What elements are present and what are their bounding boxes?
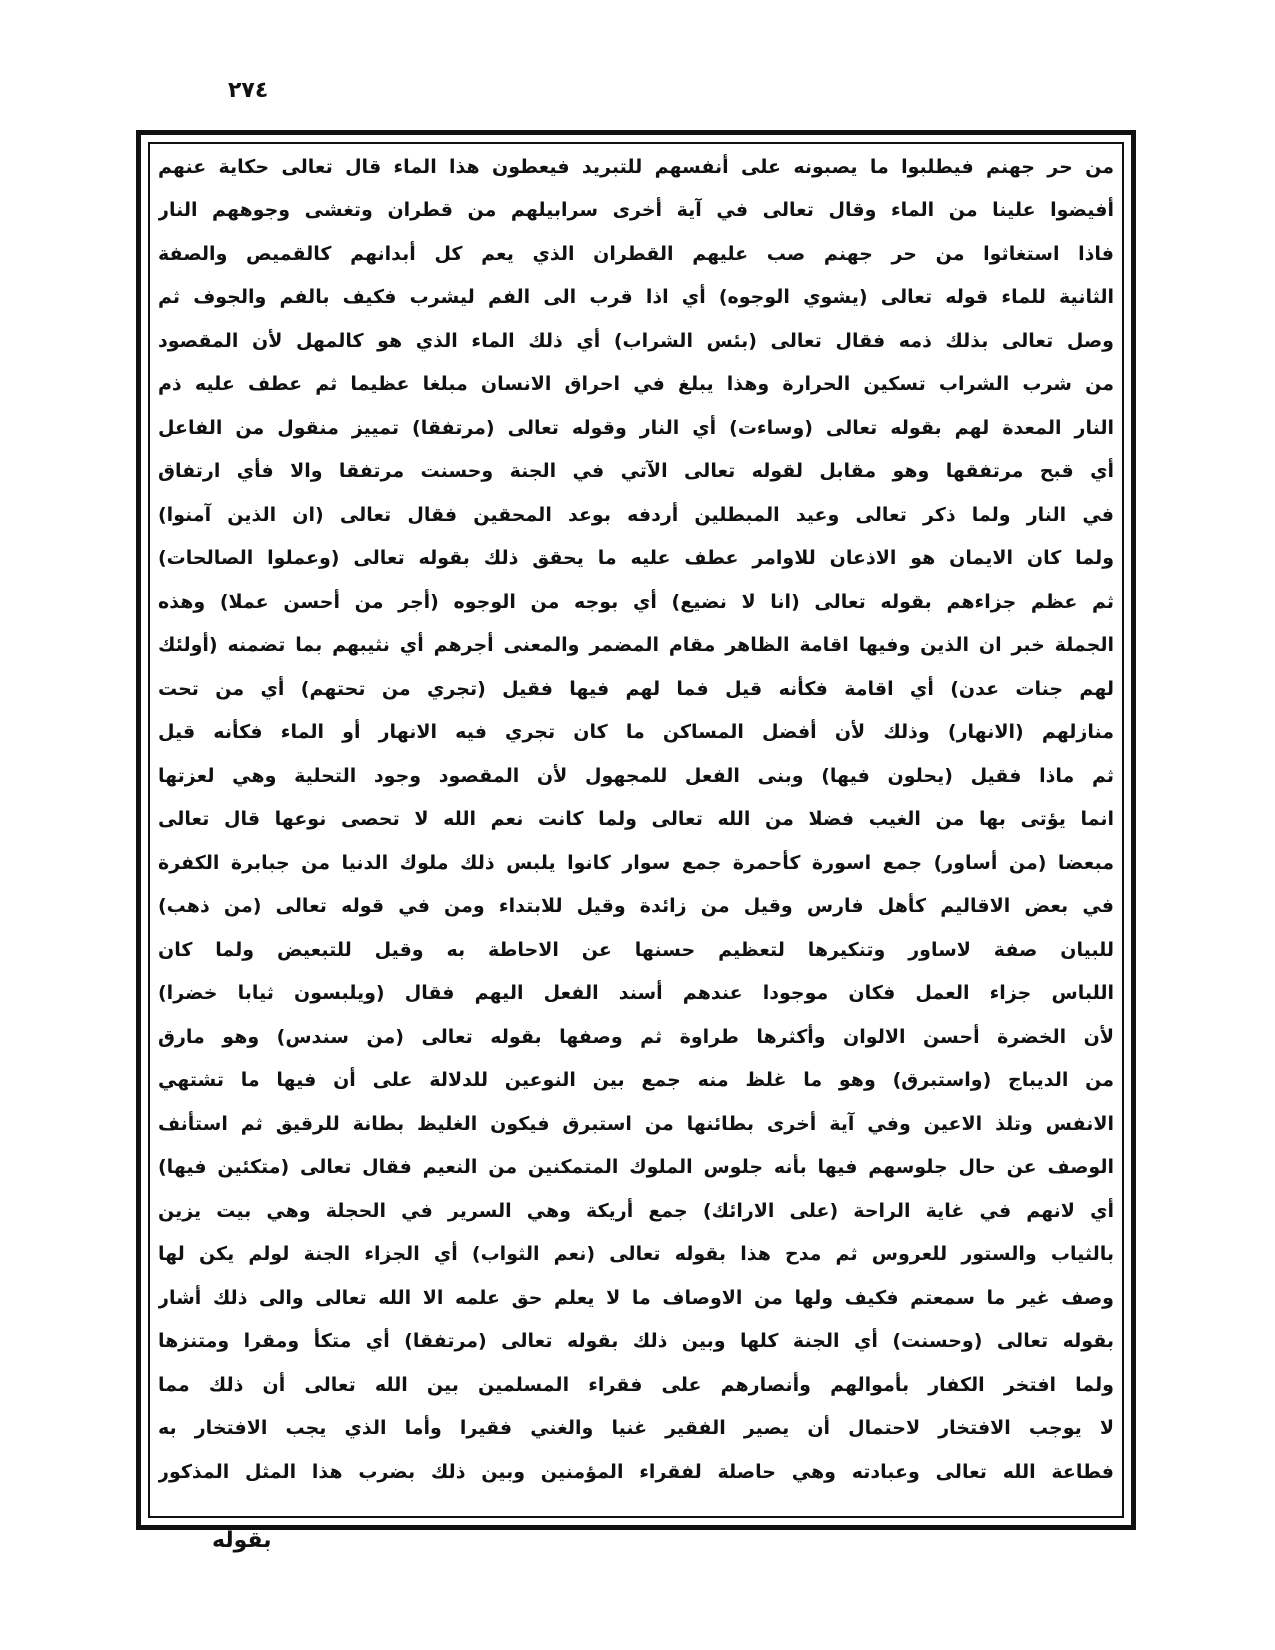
text-line: مبعضا (من أساور) جمع اسورة كأحمرة جمع سوار كانوا يلبس ذلك ملوك الدنيا من جبابرة الكفرة xyxy=(158,852,1114,874)
text-body xyxy=(158,150,1114,1512)
text-line: في بعض الاقاليم كأهل فارس وقيل من زائدة وقيل للابتداء ومن في قوله تعالى (من ذهب) xyxy=(158,895,1114,917)
text-line: من حر جهنم فيطلبوا ما يصبونه على أنفسهم للتبريد فيعطون هذا الماء قال تعالى حكاية عنهم xyxy=(158,156,1114,178)
text-line: للبيان صفة لاساور وتنكيرها لتعظيم حسنها عن الاحاطة به وقيل للتبعيض ولما كان xyxy=(158,939,1114,961)
text-line: أي لانهم في غاية الراحة (على الارائك) جمع أريكة وهي السرير في الحجلة وهي بيت يزين xyxy=(158,1200,1114,1222)
text-line: وصل تعالى بذلك ذمه فقال تعالى (بئس الشراب) أي ذلك الماء الذي هو كالمهل لأن المقصود xyxy=(158,330,1114,352)
text-line: وصف غير ما سمعتم فكيف ولها من الاوصاف ما لا يعلم حق علمه الا الله تعالى والى ذلك أشار xyxy=(158,1287,1114,1309)
text-line: لأن الخضرة أحسن الالوان وأكثرها طراوة ثم وصفها بقوله تعالى (من سندس) وهو مارق xyxy=(158,1026,1114,1048)
text-line: الوصف عن حال جلوسهم فيها بأنه جلوس الملوك المتمكنين من النعيم فقال تعالى (متكئين فيها) xyxy=(158,1156,1114,1178)
catchword: بقوله xyxy=(212,1528,272,1553)
text-line: بالثياب والستور للعروس ثم مدح هذا بقوله تعالى (نعم الثواب) أي الجزاء الجنة لولم يكن لها xyxy=(158,1243,1114,1265)
text-line: فاذا استغاثوا من حر جهنم صب عليهم القطران الذي يعم كل أبدانهم كالقميص والصفة xyxy=(158,243,1114,265)
text-line: ثم عظم جزاءهم بقوله تعالى (انا لا نضيع) أي بوجه من الوجوه (أجر من أحسن عملا) وهذه xyxy=(158,591,1114,613)
text-line: من شرب الشراب تسكين الحرارة وهذا يبلغ في احراق الانسان مبلغا عظيما ثم عطف عليه ذم xyxy=(158,373,1114,395)
text-line: من الديباج (واستبرق) وهو ما غلظ منه جمع بين النوعين للدلالة على أن فيها ما تشتهي xyxy=(158,1069,1114,1091)
text-line: بقوله تعالى (وحسنت) أي الجنة كلها وبين ذلك بقوله تعالى (مرتفقا) أي متكأ ومقرا ومتنزها xyxy=(158,1330,1114,1352)
page-number: ٢٧٤ xyxy=(228,78,269,103)
text-line: فطاعة الله تعالى وعبادته وهي حاصلة لفقراء المؤمنين وبين ذلك بضرب هذا المثل المذكور xyxy=(158,1461,1114,1483)
text-line: أفيضوا علينا من الماء وقال تعالى في آية أخرى سرابيلهم من قطران وتغشى وجوههم النار xyxy=(158,199,1114,221)
text-line: لهم جنات عدن) أي اقامة فكأنه قيل فما لهم فيها فقيل (تجري من تحتهم) أي من تحت xyxy=(158,678,1114,700)
text-line: أي قبح مرتفقها وهو مقابل لقوله تعالى الآتي في الجنة وحسنت مرتفقا والا فأي ارتفاق xyxy=(158,460,1114,482)
text-line: النار المعدة لهم بقوله تعالى (وساءت) أي النار وقوله تعالى (مرتفقا) تمييز منقول من الفاعل xyxy=(158,417,1114,439)
text-line: في النار ولما ذكر تعالى وعيد المبطلين أردفه بوعد المحقين فقال تعالى (ان الذين آمنوا) xyxy=(158,504,1114,526)
text-line: لا يوجب الافتخار لاحتمال أن يصير الفقير غنيا والغني فقيرا وأما الذي يجب الافتخار به xyxy=(158,1417,1114,1439)
text-line: الانفس وتلذ الاعين وفي آية أخرى بطائنها من استبرق فيكون الغليظ بطانة للرقيق ثم استأنف xyxy=(158,1113,1114,1135)
text-line: منازلهم (الانهار) وذلك لأن أفضل المساكن ما كان تجري فيه الانهار أو الماء فكأنه قيل xyxy=(158,721,1114,743)
text-line: اللباس جزاء العمل فكان موجودا عندهم أسند الفعل اليهم فقال (ويلبسون ثيابا خضرا) xyxy=(158,982,1114,1004)
text-line: ولما كان الايمان هو الاذعان للاوامر عطف عليه ما يحقق ذلك بقوله تعالى (وعملوا الصالحات) xyxy=(158,547,1114,569)
text-line: ولما افتخر الكفار بأموالهم وأنصارهم على فقراء المسلمين بين الله تعالى أن ذلك مما xyxy=(158,1374,1114,1396)
text-line: انما يؤتى بها من الغيب فضلا من الله تعالى ولما كانت نعم الله لا تحصى نوعها قال تعالى xyxy=(158,808,1114,830)
text-line: الجملة خبر ان الذين وفيها اقامة الظاهر مقام المضمر والمعنى أجرهم أي نثيبهم بما تضمنه (أولئك xyxy=(158,634,1114,656)
text-line: ثم ماذا فقيل (يحلون فيها) وبنى الفعل للمجهول لأن المقصود وجود التحلية وهي لعزتها xyxy=(158,765,1114,787)
text-line: الثانية للماء قوله تعالى (يشوي الوجوه) أي اذا قرب الى الفم ليشرب فكيف بالفم والجوف ثم xyxy=(158,286,1114,308)
